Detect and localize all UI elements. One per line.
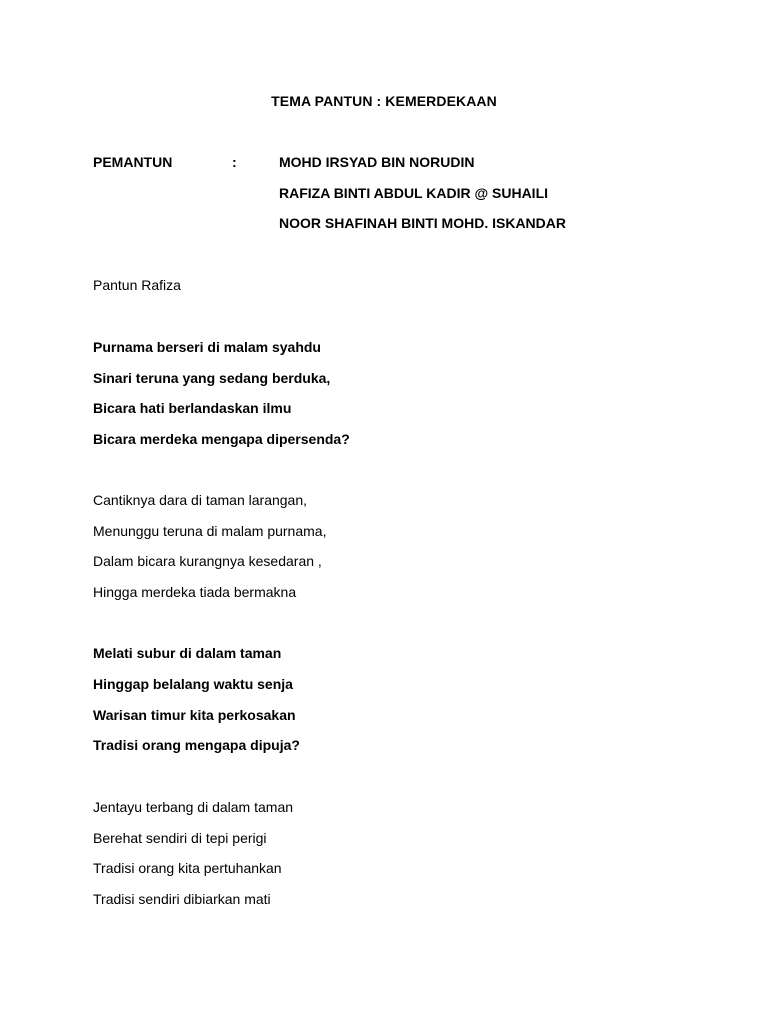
authors-label: PEMANTUN <box>93 154 173 170</box>
poem-line: Tradisi sendiri dibiarkan mati <box>93 891 271 907</box>
section-heading: Pantun Rafiza <box>93 277 181 293</box>
author-name: NOOR SHAFINAH BINTI MOHD. ISKANDAR <box>279 215 566 231</box>
poem-line: Hinggap belalang waktu senja <box>93 676 293 692</box>
poem-line: Bicara hati berlandaskan ilmu <box>93 400 292 416</box>
poem-line: Tradisi orang kita pertuhankan <box>93 860 282 876</box>
poem-line: Dalam bicara kurangnya kesedaran , <box>93 553 322 569</box>
author-name: MOHD IRSYAD BIN NORUDIN <box>279 154 475 170</box>
authors-colon: : <box>232 154 237 170</box>
poem-line: Hingga merdeka tiada bermakna <box>93 584 297 600</box>
poem-line: Sinari teruna yang sedang berduka, <box>93 370 331 386</box>
poem-line: Cantiknya dara di taman larangan, <box>93 492 308 508</box>
poem-line: Menunggu teruna di malam purnama, <box>93 523 327 539</box>
poem-line: Bicara merdeka mengapa dipersenda? <box>93 431 350 447</box>
poem-line: Purnama berseri di malam syahdu <box>93 339 321 355</box>
poem-line: Melati subur di dalam taman <box>93 645 282 661</box>
poem-line: Berehat sendiri di tepi perigi <box>93 830 267 846</box>
page-title: TEMA PANTUN : KEMERDEKAAN <box>271 93 497 109</box>
author-name: RAFIZA BINTI ABDUL KADIR @ SUHAILI <box>279 185 549 201</box>
poem-line: Warisan timur kita perkosakan <box>93 707 296 723</box>
poem-line: Jentayu terbang di dalam taman <box>93 799 294 815</box>
poem-line: Tradisi orang mengapa dipuja? <box>93 737 300 753</box>
